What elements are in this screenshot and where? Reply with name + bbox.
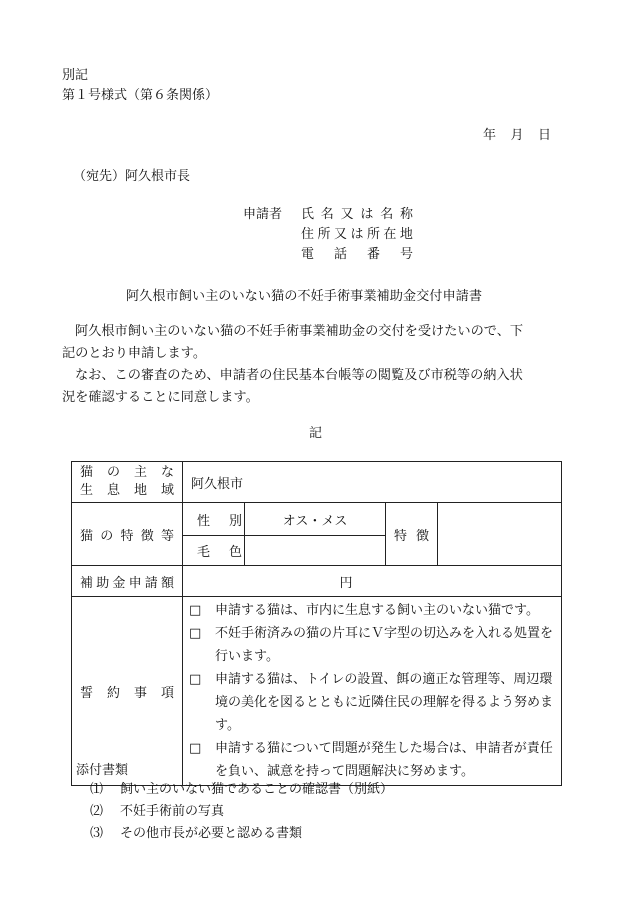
pledge-item xyxy=(189,737,555,783)
subsidy-label: 補 助 金 申 請 額 xyxy=(80,575,174,591)
tokucho-value[interactable] xyxy=(438,503,562,566)
features-label-cell xyxy=(72,503,183,566)
attachment-item xyxy=(90,804,224,820)
attachment-text: 飼い主のいない猫であることの確認書（別紙） xyxy=(120,782,394,797)
habitat-label-line2: 生 息 地 域 xyxy=(80,483,174,498)
applicant-address-label: 住 所 又 は 所 在 地 xyxy=(301,227,413,242)
body-p1-line2: 記のとおり申請します。 xyxy=(62,346,207,361)
appendix-label: 別記 xyxy=(62,68,89,83)
checkbox-icon[interactable]: □ xyxy=(189,626,202,641)
attachment-text: 不妊手術前の写真 xyxy=(120,804,225,819)
subsidy-label-cell xyxy=(72,566,183,597)
subsidy-unit: 円 xyxy=(339,575,353,591)
attachment-item xyxy=(90,782,393,798)
features-label: 猫 の 特 徴 等 xyxy=(80,528,174,544)
pledge-item xyxy=(189,668,555,737)
addressee: （宛先）阿久根市長 xyxy=(73,169,191,184)
application-table xyxy=(71,461,562,786)
applicant-phone-label: 電 話 番 号 xyxy=(301,247,413,262)
date-day: 日 xyxy=(537,128,551,143)
pledge-text: 申請する猫は、トイレの設置、餌の適正な管理等、周辺環境の美化を図るとともに近隣住民の理解を得るよう努めます。 xyxy=(215,672,554,733)
form-number: 第１号様式（第６条関係） xyxy=(62,88,219,103)
attachment-number: ⑴ xyxy=(90,782,104,797)
fur-label-cell xyxy=(183,536,245,566)
attachment-number: ⑵ xyxy=(90,804,104,819)
document-title: 阿久根市飼い主のいない猫の不妊手術事業補助金交付申請書 xyxy=(126,289,483,304)
attachment-text: その他市長が必要と認める書類 xyxy=(120,826,303,841)
ki-label: 記 xyxy=(309,426,323,441)
subsidy-row xyxy=(72,566,562,597)
body-p1-line1: 阿久根市飼い主のいない猫の不妊手術事業補助金の交付を受けたいので、下 xyxy=(75,324,524,339)
applicant-label: 申請者 xyxy=(243,207,283,222)
habitat-row xyxy=(72,462,562,503)
pledge-item xyxy=(189,622,555,668)
applicant-name-label: 氏 名 又 は 名 称 xyxy=(301,207,413,222)
attachments-title: 添付書類 xyxy=(76,763,129,778)
sex-label-cell xyxy=(183,503,245,536)
fur-label: 毛 色 xyxy=(197,545,242,560)
body-p2-line1: なお、この審査のため、申請者の住民基本台帳等の閲覧及び市税等の納入状 xyxy=(75,368,523,383)
features-row-1 xyxy=(72,503,562,536)
pledge-row xyxy=(72,597,562,786)
pledge-text: 不妊手術済みの猫の片耳にＶ字型の切込みを入れる処置を行います。 xyxy=(215,626,554,664)
habitat-label-cell xyxy=(72,462,183,503)
date-line xyxy=(483,128,551,144)
pledge-label-cell xyxy=(72,597,183,786)
date-month: 月 xyxy=(510,128,524,143)
pledge-list xyxy=(183,597,562,786)
habitat-label-line1: 猫 の 主 な xyxy=(80,465,174,480)
pledge-text: 申請する猫は、市内に生息する飼い主のいない猫です。 xyxy=(215,603,539,618)
fur-value[interactable] xyxy=(245,536,386,566)
date-year: 年 xyxy=(483,128,497,143)
body-paragraph-2 xyxy=(62,365,568,409)
checkbox-icon[interactable]: □ xyxy=(189,672,202,687)
tokucho-label-cell xyxy=(386,503,438,566)
body-p2-line2: 況を確認することに同意します。 xyxy=(62,390,259,405)
pledge-item xyxy=(189,599,555,622)
sex-label: 性 別 xyxy=(197,513,242,529)
pledge-label: 誓 約 事 項 xyxy=(80,685,174,701)
attachment-item xyxy=(90,826,302,842)
sex-value[interactable]: オス・メス xyxy=(245,503,386,536)
checkbox-icon[interactable]: □ xyxy=(189,741,202,756)
body-paragraph-1 xyxy=(62,321,568,365)
pledge-text: 申請する猫について問題が発生した場合は、申請者が責任を負い、誠意を持って問題解決に努めます。 xyxy=(215,741,553,779)
subsidy-value[interactable] xyxy=(183,566,562,597)
habitat-value[interactable]: 阿久根市 xyxy=(183,462,562,503)
tokucho-label: 特 徴 xyxy=(394,528,429,544)
checkbox-icon[interactable]: □ xyxy=(189,603,202,618)
attachment-number: ⑶ xyxy=(90,826,104,841)
